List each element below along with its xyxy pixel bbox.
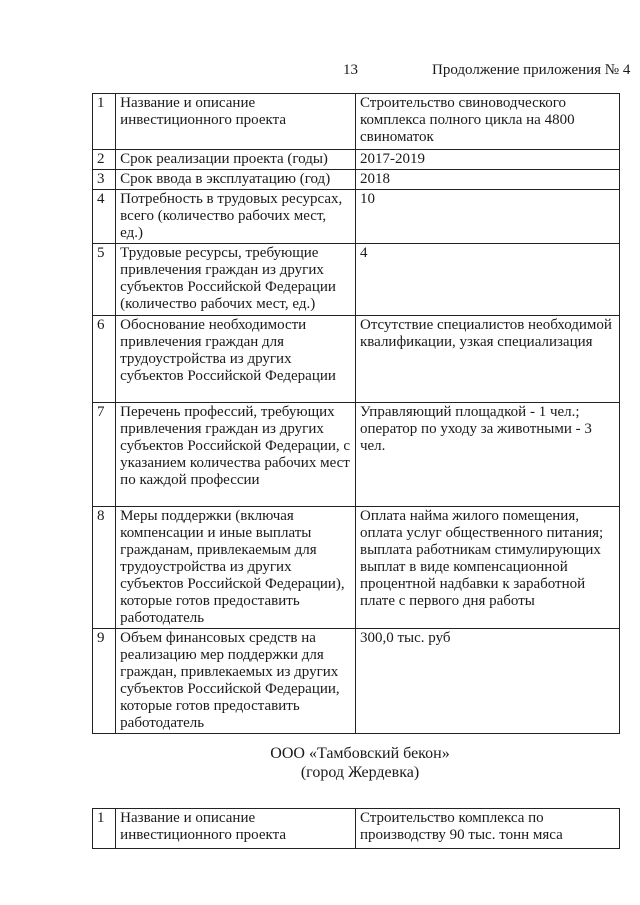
row-field-value: Управляющий площадкой - 1 чел.; оператор по уходу за животными - 3 чел.	[355, 403, 619, 507]
company-heading	[0, 744, 640, 782]
table-row	[93, 316, 620, 403]
project-table-2	[92, 808, 620, 849]
table-row	[93, 809, 620, 849]
row-field-value: Строительство комплекса по производству 90 тыс. тонн мяса	[355, 809, 619, 849]
row-field-value: 2018	[355, 170, 619, 190]
row-field-value: 2017-2019	[355, 150, 619, 170]
row-number: 6	[93, 316, 116, 403]
row-number: 9	[93, 629, 116, 734]
table-row	[93, 629, 620, 734]
row-number: 7	[93, 403, 116, 507]
table-row	[93, 150, 620, 170]
row-field-value: Оплата найма жилого помещения, оплата услуг общественного питания; выплата работникам стимулирующих выплат в виде компенсационной процентной надбавки к заработной плате с первого дня работы	[355, 507, 619, 629]
row-number: 1	[93, 94, 116, 150]
row-field-name: Меры поддержки (включая компенсации и иные выплаты гражданам, привлекаемым для трудоустройства из других субъектов Российской Федерации), которые готов предоставить работодатель	[116, 507, 356, 629]
table-row	[93, 403, 620, 507]
row-number: 8	[93, 507, 116, 629]
table-row	[93, 94, 620, 150]
row-field-value: Строительство свиноводческого комплекса полного цикла на 4800 свиноматок	[355, 94, 619, 150]
row-field-name: Обоснование необходимости привлечения граждан для трудоустройства из других субъектов Российской Федерации	[116, 316, 356, 403]
company-city: (город Жердевка)	[300, 764, 420, 781]
row-number: 2	[93, 150, 116, 170]
row-field-name: Срок реализации проекта (годы)	[116, 150, 356, 170]
appendix-label: Продолжение приложения № 4	[432, 62, 631, 78]
row-field-value: 300,0 тыс. руб	[355, 629, 619, 734]
row-number: 4	[93, 190, 116, 244]
row-field-name: Срок ввода в эксплуатацию (год)	[116, 170, 356, 190]
row-field-name: Название и описание инвестиционного проекта	[116, 94, 356, 150]
row-field-value: 4	[355, 244, 619, 316]
table-row	[93, 507, 620, 629]
row-number: 5	[93, 244, 116, 316]
row-field-name: Объем финансовых средств на реализацию мер поддержки для граждан, привлекаемых из других субъектов Российской Федерации, которые готов предоставить работодатель	[116, 629, 356, 734]
table-row	[93, 170, 620, 190]
row-field-name: Название и описание инвестиционного проекта	[116, 809, 356, 849]
project-table	[92, 93, 620, 734]
table-row	[93, 244, 620, 316]
page-number: 13	[343, 62, 358, 78]
company-name: ООО «Тамбовский бекон»	[270, 745, 450, 762]
row-number: 1	[93, 809, 116, 849]
table-row	[93, 190, 620, 244]
row-field-name: Перечень профессий, требующих привлечения граждан из других субъектов Российской Федерации, с указанием количества рабочих мест по каждой профессии	[116, 403, 356, 507]
row-field-value: Отсутствие специалистов необходимой квалификации, узкая специализация	[355, 316, 619, 403]
row-number: 3	[93, 170, 116, 190]
row-field-name: Потребность в трудовых ресурсах, всего (количество рабочих мест, ед.)	[116, 190, 356, 244]
row-field-name: Трудовые ресурсы, требующие привлечения граждан из других субъектов Российской Федерации (количество рабочих мест, ед.)	[116, 244, 356, 316]
row-field-value: 10	[355, 190, 619, 244]
